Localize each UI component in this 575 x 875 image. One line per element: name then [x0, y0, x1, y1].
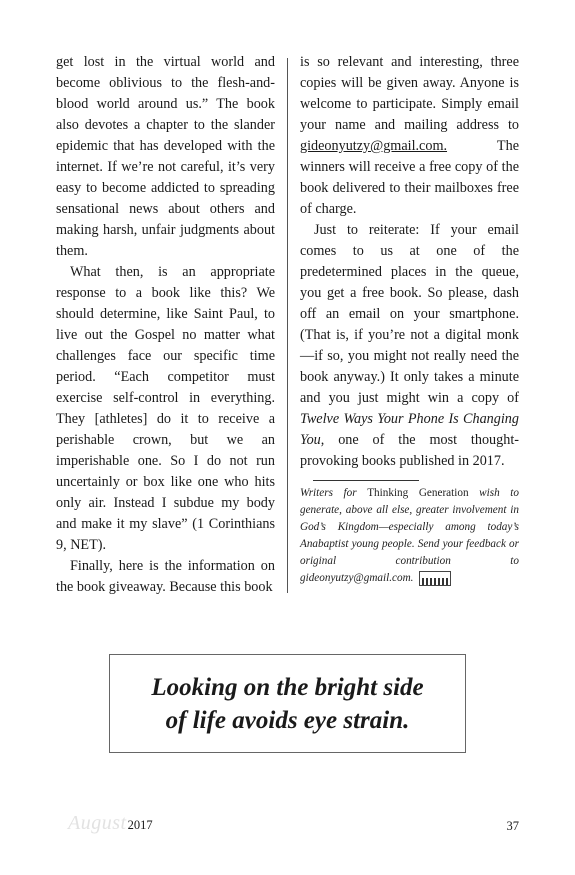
quote-box	[109, 654, 466, 753]
right-p2-text-start: Just to reiterate: If your email comes to us at one of the predetermined places in the queue, you get a free book. So please, dash off an email on your smartphone. (That is, if you’re not a digital monk—if so, you might not really need the book anyway.) It only takes a minute and you just might win a copy of	[300, 222, 519, 406]
footer-date	[68, 812, 153, 835]
right-paragraph-2	[300, 220, 519, 472]
note-text-1: Writers for	[300, 487, 368, 499]
note-text-2: wish to generate, above all else, greater involvement in God’s Kingdom—especially among today’s Anabaptist young people. Send your feedback or original contribution to gideonyutzy@gmail.com.	[300, 487, 519, 584]
footer-month: August	[68, 812, 127, 834]
right-column	[300, 52, 519, 472]
left-paragraph-1: get lost in the virtual world and become oblivious to the flesh-and-blood world around us.” The book also devotes a chapter to the slander epidemic that has developed with the internet. If we’re not careful, it’s very easy to become addicted to spreading sensational news about others and making harsh, unfair judgments about them.	[56, 54, 275, 259]
right-p2-text-end: , one of the most thought-provoking books published in 2017.	[300, 432, 519, 469]
quote-text	[151, 671, 423, 737]
book-title: Twelve Ways Your Phone Is Changing You	[300, 411, 519, 448]
right-paragraph-1	[300, 52, 519, 220]
note-rule	[313, 480, 419, 481]
page-number: 37	[506, 819, 519, 833]
column-divider	[287, 58, 288, 593]
left-paragraph-3: Finally, here is the information on the book giveaway. Because this book	[56, 558, 275, 595]
right-p1-text-end: The winners will receive a free copy of the book delivered to their mailboxes free of charge.	[300, 138, 519, 217]
quote-line-2: of life avoids eye strain.	[165, 706, 410, 734]
email-link[interactable]: gideonyutzy@gmail.com.	[300, 138, 448, 154]
contributor-note	[300, 485, 519, 587]
left-paragraph-2: What then, is an appropriate response to a book like this? We should determine, like Saint Paul, to live out the Gospel no matter what challenges face our specific time period. “Each competitor must exercise self-control in everything. They [athletes] do it to receive a perishable crown, but we an imperishable one. So I do not run uncertainly or box like one who hits only air. Instead I subdue my body and make it my slave” (1 Corinthians 9, NET).	[56, 264, 275, 553]
magazine-name: Thinking Generation	[367, 487, 469, 499]
left-column	[56, 52, 275, 598]
right-p1-text-start: is so relevant and interesting, three copies will be given away. Anyone is welcome to participate. Simply email your name and mailing address to	[300, 54, 519, 133]
quote-line-1: Looking on the bright side	[151, 673, 424, 701]
end-mark-icon	[419, 571, 451, 586]
footer-year: 2017	[127, 818, 153, 832]
